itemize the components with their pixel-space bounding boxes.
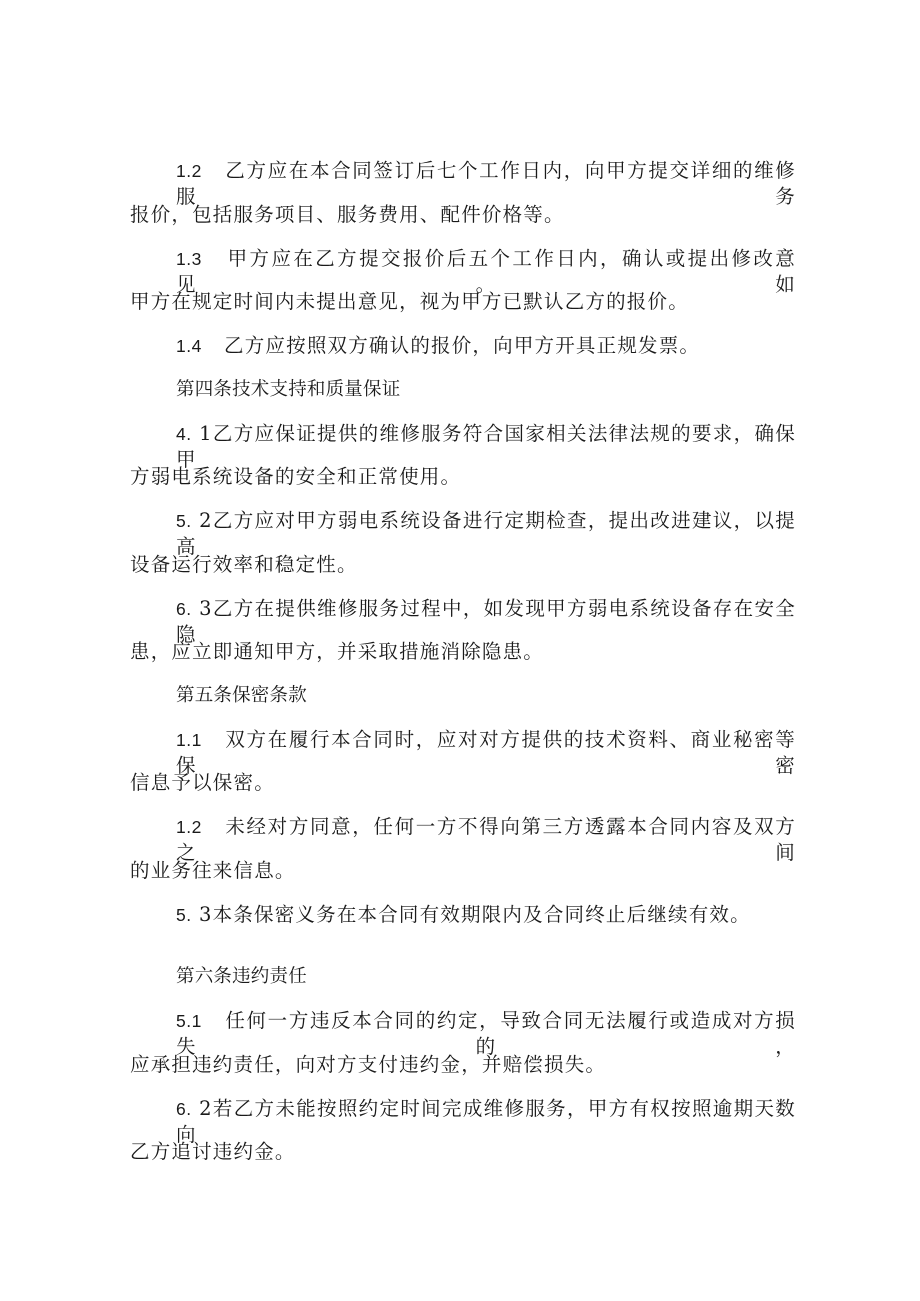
clause-number: 1.4: [176, 336, 202, 356]
clause-text: 未经对方同意，任何一方不得向第三方透露本合同内容及双方之间: [176, 815, 796, 864]
clause-text: 乙方应在本合同签订后七个工作日内，向甲方提交详细的维修服务: [176, 159, 796, 208]
section-4-item-2-line-2: 设备运行效率和稳定性。: [130, 553, 358, 576]
clause-text: 3乙方在提供维修服务过程中，如发现甲方弱电系统设备存在安全隐: [176, 597, 796, 646]
section-5-heading: 第五条保密条款: [176, 685, 307, 706]
clause-text: 3本条保密义务在本合同有效期限内及合同终止后继续有效。: [199, 903, 751, 926]
clause-number: 6.: [176, 599, 192, 619]
clause-number: 1.1: [176, 730, 202, 750]
section-5-item-2-line-2: 的业务往来信息。: [130, 859, 296, 882]
clause-text: 任何一方违反本合同的约定，导致合同无法履行或造成对方损失的，: [176, 1009, 796, 1058]
clause-number: 5.1: [176, 1011, 202, 1031]
clause-text: 乙方应按照双方确认的报价，向甲方开具正规发票。: [224, 334, 701, 357]
clause-number: 5.: [176, 511, 192, 531]
clause-1-3-line-2: 甲方在规定时间内未提出意见，视为甲方已默认乙方的报价。: [130, 290, 689, 313]
section-4-heading: 第四条技术支持和质量保证: [176, 379, 401, 400]
clause-text: 甲方应在乙方提交报价后五个工作日内，确认或提出修改意见。如: [176, 247, 797, 296]
section-6-item-2-line-2: 乙方追讨违约金。: [130, 1140, 296, 1163]
clause-text: 1乙方应保证提供的维修服务符合国家相关法律法规的要求，确保甲: [176, 422, 796, 471]
clause-number: 1.2: [176, 817, 202, 837]
clause-number: 1.3: [176, 249, 202, 269]
clause-number: 6.: [176, 1099, 192, 1119]
section-4-item-3-line-2: 患，应立即通知甲方，并采取措施消除隐患。: [130, 640, 545, 663]
clause-1-4-line-1: [176, 333, 700, 359]
clause-number: 5.: [176, 905, 192, 925]
section-4-item-1-line-2: 方弱电系统设备的安全和正常使用。: [130, 465, 462, 488]
section-6-item-1-line-2: 应承担违约责任，向对方支付违约金，并赔偿损失。: [130, 1053, 607, 1076]
section-5-item-3-line-1: [176, 902, 751, 928]
clause-text: 2乙方应对甲方弱电系统设备进行定期检查，提出改进建议，以提高: [176, 509, 796, 558]
section-5-item-1-line-2: 信息予以保密。: [130, 771, 275, 794]
clause-number: 4.: [176, 424, 192, 444]
clause-text: 2若乙方未能按照约定时间完成维修服务，甲方有权按照逾期天数向: [176, 1097, 796, 1146]
clause-number: 1.2: [176, 161, 202, 181]
clause-1-2-line-2: 报价，包括服务项目、服务费用、配件价格等。: [130, 203, 565, 226]
section-6-heading: 第六条违约责任: [176, 966, 307, 987]
clause-text: 双方在履行本合同时，应对对方提供的技术资料、商业秘密等保密: [176, 728, 796, 777]
